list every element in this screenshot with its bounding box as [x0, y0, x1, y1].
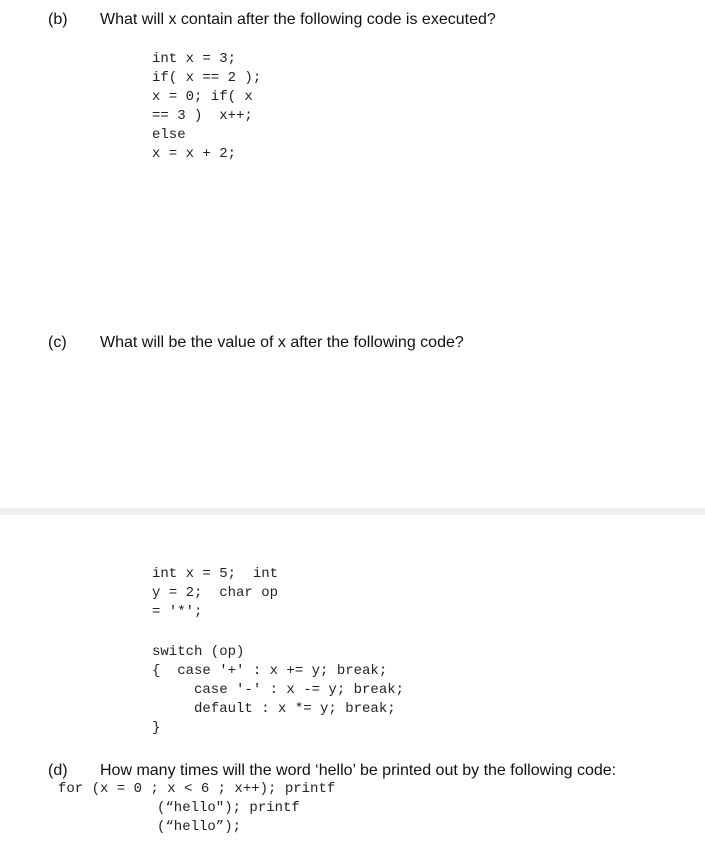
question-c-code-declarations: int x = 5; int y = 2; char op = '*'; [152, 566, 279, 620]
question-d-label: (d) [48, 762, 68, 779]
question-c-label: (c) [48, 334, 67, 351]
question-c-text: What will be the value of x after the following code? [100, 334, 464, 351]
question-d-code-rest: (“hello"); printf (“hello”); [157, 800, 300, 835]
question-b-code: int x = 3; if( x == 2 ); x = 0; if( x == 3 ) x++; else x = x + 2; [152, 51, 262, 162]
page-separator [0, 508, 705, 515]
question-b-label: (b) [48, 11, 68, 28]
question-c-code-switch: switch (op) { case '+' : x += y; break; case '-' : x -= y; break; default : x *= y; break; } [152, 644, 405, 736]
question-b-text: What will x contain after the following code is executed? [100, 11, 496, 28]
question-d-code-line1: for (x = 0 ; x < 6 ; x++); printf [58, 781, 336, 797]
question-d-text: How many times will the word ‘hello’ be printed out by the following code: [100, 762, 617, 779]
